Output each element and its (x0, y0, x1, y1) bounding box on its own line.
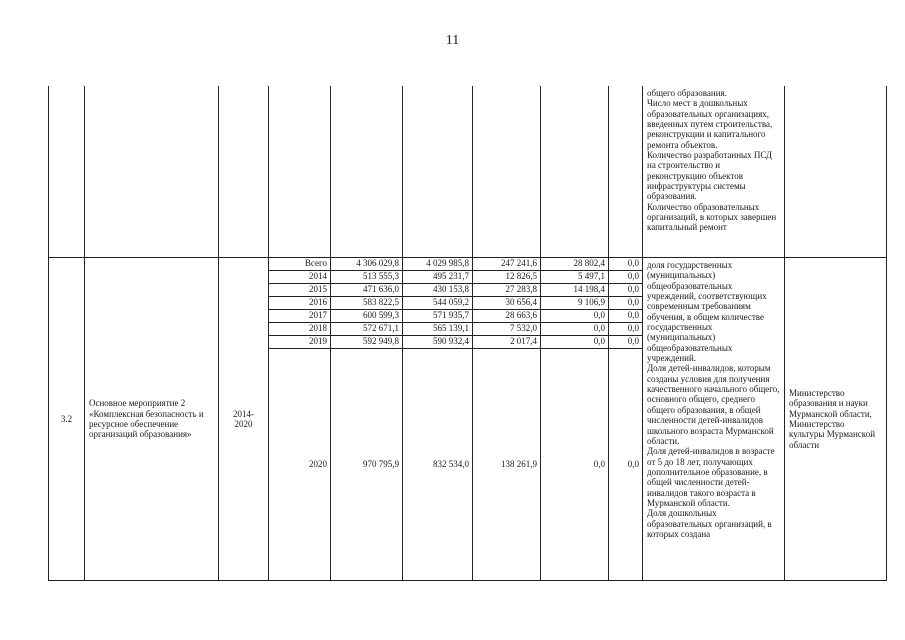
cell (49, 86, 85, 258)
item-period: 2014- 2020 (219, 258, 269, 581)
source-4-cell: 0,0 (609, 310, 643, 323)
year-cell: Всего (269, 258, 331, 271)
year-cell: 2014 (269, 271, 331, 284)
source-2-cell: 138 261,9 (473, 349, 541, 581)
source-1-cell: 571 935,7 (403, 310, 473, 323)
total-cell: 572 671,1 (331, 323, 403, 336)
cell (219, 86, 269, 258)
source-4-cell: 0,0 (609, 284, 643, 297)
item-indicators: доля государственных (муниципальных) общеобразовательных учреждений, соответствующих современным требованиям обучения, в общем количестве государственных (муниципальных) общеобразовательных учреждений. Доля детей-инвалидов, которым созданы условия для получения качественного начального общего, основного общего, среднего общего образования, в общей численности детей-инвалидов школьного возраста Мурманской области. Доля детей-инвалидов в возрасте от 5 до 18 лет, получающих дополнительное образование, в общей численности детей-инвалидов такого возраста в Мурманской области. Доля дошкольных образовательных организаций, в которых создана (643, 258, 785, 581)
source-2-cell: 2 017,4 (473, 336, 541, 349)
source-3-cell: 5 497,1 (541, 271, 609, 284)
carry-over-indicators: общего образования. Число мест в дошкольных образовательных организациях, введенных путем строительства, реконструкции и капитального ремонта объектов. Количество разработанных ПСД на строительство и реконструкцию объектов инфраструктуры системы образования. Количество образовательных организаций, в которых завершен капитальный ремонт (643, 86, 785, 258)
total-cell: 592 949,8 (331, 336, 403, 349)
table-row (49, 258, 887, 271)
source-1-cell: 430 153,8 (403, 284, 473, 297)
source-3-cell: 14 198,4 (541, 284, 609, 297)
source-2-cell: 27 283,8 (473, 284, 541, 297)
source-3-cell: 0,0 (541, 336, 609, 349)
year-cell: 2017 (269, 310, 331, 323)
source-4-cell: 0,0 (609, 349, 643, 581)
cell (785, 86, 887, 258)
source-2-cell: 247 241,6 (473, 258, 541, 271)
source-3-cell: 28 802,4 (541, 258, 609, 271)
year-cell: 2018 (269, 323, 331, 336)
source-3-cell: 0,0 (541, 323, 609, 336)
total-cell: 600 599,3 (331, 310, 403, 323)
source-4-cell: 0,0 (609, 323, 643, 336)
program-table (48, 84, 887, 581)
source-2-cell: 12 826,5 (473, 271, 541, 284)
item-name: Основное мероприятие 2 «Комплексная безопасность и ресурсное обеспечение организаций образования» (85, 258, 219, 581)
cell (609, 86, 643, 258)
source-4-cell: 0,0 (609, 271, 643, 284)
item-executors: Министерство образования и науки Мурманской области, Министерство культуры Мурманской области (785, 258, 887, 581)
year-cell: 2015 (269, 284, 331, 297)
page-number: 11 (445, 33, 460, 48)
source-1-cell: 590 932,4 (403, 336, 473, 349)
cell (331, 86, 403, 258)
source-2-cell: 28 663,6 (473, 310, 541, 323)
carry-over-row (49, 86, 887, 258)
total-cell: 513 555,3 (331, 271, 403, 284)
source-4-cell: 0,0 (609, 336, 643, 349)
total-cell: 583 822,5 (331, 297, 403, 310)
total-cell: 471 636,0 (331, 284, 403, 297)
source-2-cell: 7 532,0 (473, 323, 541, 336)
source-2-cell: 30 656,4 (473, 297, 541, 310)
total-cell: 970 795,9 (331, 349, 403, 581)
source-4-cell: 0,0 (609, 297, 643, 310)
cell (403, 86, 473, 258)
source-3-cell: 0,0 (541, 310, 609, 323)
cell (269, 86, 331, 258)
source-1-cell: 4 029 985,8 (403, 258, 473, 271)
cell (85, 86, 219, 258)
cell (541, 86, 609, 258)
source-4-cell: 0,0 (609, 258, 643, 271)
source-3-cell: 0,0 (541, 349, 609, 581)
year-cell: 2020 (269, 349, 331, 581)
year-cell: 2016 (269, 297, 331, 310)
total-cell: 4 306 029,8 (331, 258, 403, 271)
source-1-cell: 495 231,7 (403, 271, 473, 284)
source-1-cell: 565 139,1 (403, 323, 473, 336)
source-1-cell: 832 534,0 (403, 349, 473, 581)
item-number: 3.2 (49, 258, 85, 581)
cell (473, 86, 541, 258)
source-1-cell: 544 059,2 (403, 297, 473, 310)
source-3-cell: 9 106,9 (541, 297, 609, 310)
year-cell: 2019 (269, 336, 331, 349)
